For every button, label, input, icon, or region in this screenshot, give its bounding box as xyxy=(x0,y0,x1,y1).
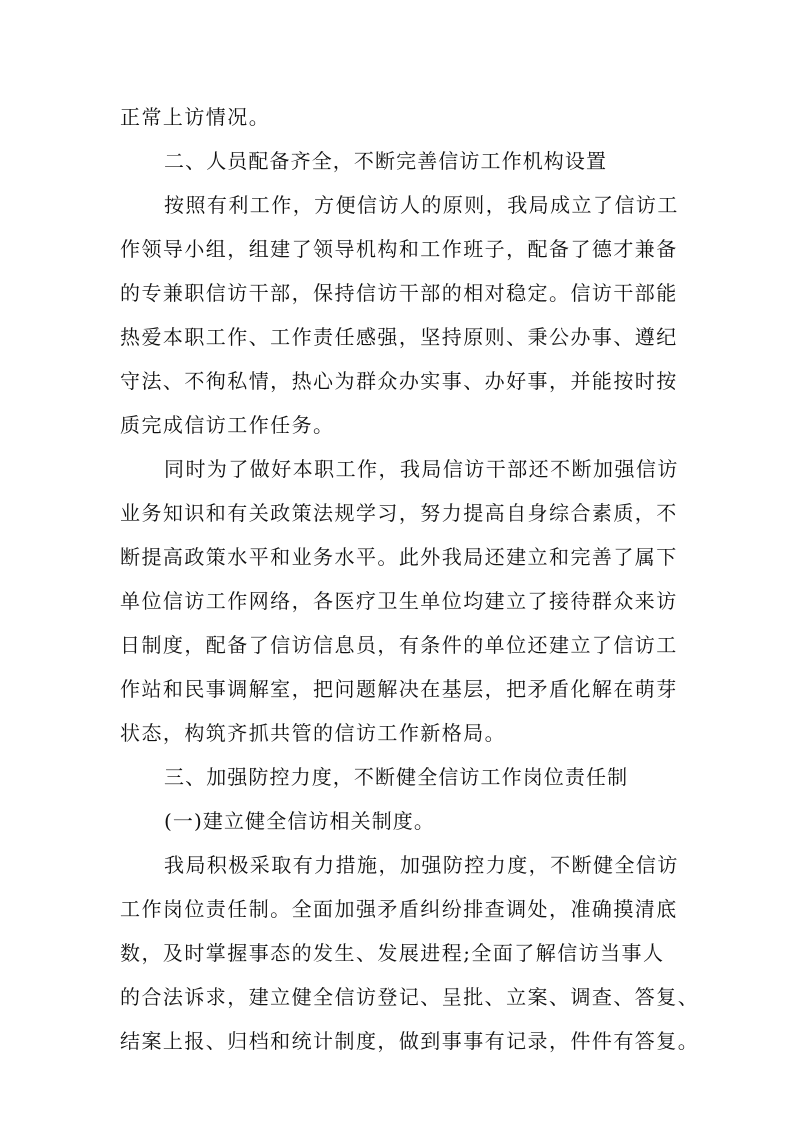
paragraph-line: 工作岗位责任制。全面加强矛盾纠纷排查调处，准确摸清底 xyxy=(120,897,678,921)
paragraph-line: 数，及时掌握事态的发生、发展进程;全面了解信访当事人 xyxy=(120,941,665,965)
paragraph-line: 状态，构筑齐抓共管的信访工作新格局。 xyxy=(120,721,507,745)
text-line: 正常上访情况。 xyxy=(120,105,271,129)
paragraph-line: 单位信访工作网络，各医疗卫生单位均建立了接待群众来访 xyxy=(120,589,678,613)
paragraph-line: 质完成信访工作任务。 xyxy=(120,413,335,437)
paragraph-line: 结案上报、归档和统计制度，做到事事有记录，件件有答复。 xyxy=(120,1029,700,1053)
paragraph-line: 作站和民事调解室，把问题解决在基层，把矛盾化解在萌芽 xyxy=(120,677,678,701)
paragraph-line: 业务知识和有关政策法规学习，努力提高自身综合素质，不 xyxy=(120,501,678,525)
paragraph-line: 按照有利工作，方便信访人的原则，我局成立了信访工 xyxy=(164,193,679,217)
paragraph-line: 的专兼职信访干部，保持信访干部的相对稳定。信访干部能 xyxy=(120,281,678,305)
section-heading: 二、人员配备齐全，不断完善信访工作机构设置 xyxy=(164,149,608,173)
paragraph-line: 热爱本职工作、工作责任感强，坚持原则、秉公办事、遵纪 xyxy=(120,325,678,349)
paragraph-line: 断提高政策水平和业务水平。此外我局还建立和完善了属下 xyxy=(120,545,678,569)
paragraph-line: 日制度，配备了信访信息员，有条件的单位还建立了信访工 xyxy=(120,633,678,657)
section-heading: 三、加强防控力度，不断健全信访工作岗位责任制 xyxy=(164,765,629,789)
paragraph-line: 我局积极采取有力措施，加强防控力度，不断健全信访 xyxy=(164,853,679,877)
paragraph-line: 的合法诉求，建立健全信访登记、呈批、立案、调查、答复、 xyxy=(120,985,700,1009)
subsection-heading: (一)建立健全信访相关制度。 xyxy=(164,809,436,833)
paragraph-line: 作领导小组，组建了领导机构和工作班子，配备了德才兼备 xyxy=(120,237,678,261)
paragraph-line: 同时为了做好本职工作，我局信访干部还不断加强信访 xyxy=(164,457,679,481)
paragraph-line: 守法、不徇私情，热心为群众办实事、办好事，并能按时按 xyxy=(120,369,678,393)
